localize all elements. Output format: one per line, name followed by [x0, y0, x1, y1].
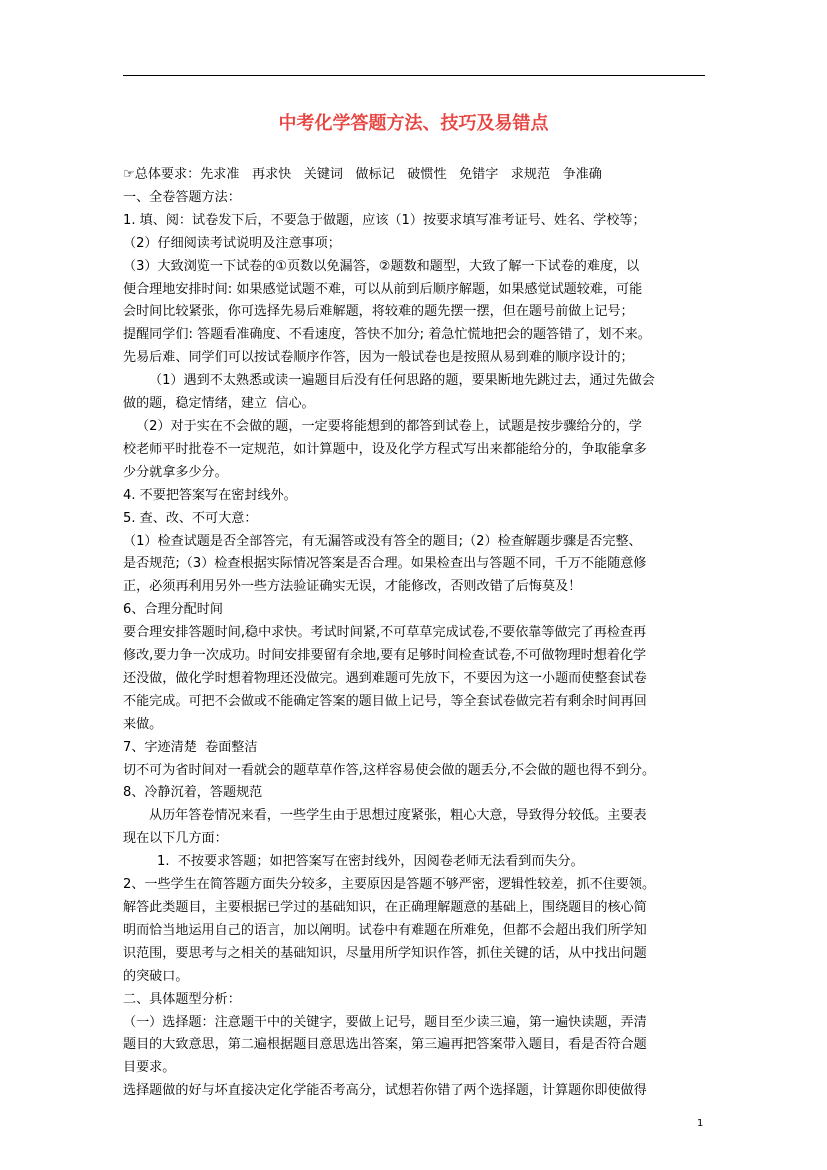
- text-line: 不能完成。可把不会做或不能确定答案的题目做上记号，等全套试卷做完若有剩余时间再回: [123, 693, 647, 709]
- text-line: 8、冷静沉着，答题规范: [123, 785, 263, 801]
- text-line: 来做。: [123, 716, 163, 732]
- text-line: 切不可为省时间对一看就会的题草草作答,这样容易使会做的题丢分,不会做的题也得不到分。: [123, 762, 656, 778]
- text-line: （2）仔细阅读考试说明及注意事项；: [123, 235, 341, 251]
- text-line: 提醒同学们: 答题看准确度、不看速度，答快不加分; 着急忙慌地把会的题答错了，划不来。: [123, 327, 651, 343]
- text-line: 6、合理分配时间: [123, 602, 223, 618]
- text-line: （2）对于实在不会做的题，一定要将能想到的都答到试卷上，试题是按步骤给分的，学: [136, 418, 642, 434]
- text-line: 一、全卷答题方法：: [123, 189, 241, 205]
- text-line: 是否规范;（3）检查根据实际情况答案是否合理。如果检查出与答题不同，千万不能随意修: [123, 556, 647, 572]
- text-line: 会时间比较紧张，你可选择先易后难解题，将较难的题先摆一摆，但在题号前做上记号；: [123, 304, 634, 320]
- text-line: 二、具体题型分析：: [123, 991, 241, 1007]
- text-line: 5. 查、改、不可大意：: [123, 510, 258, 526]
- text-line: 还没做，做化学时想着物理还没做完。遇到难题可先放下，不要因为这一小题而使整套试卷: [123, 670, 647, 686]
- text-line: 少分就拿多少分。: [123, 464, 228, 480]
- page-number: 1: [697, 1118, 704, 1129]
- text-line: 便合理地安排时间: 如果感觉试题不难，可以从前到后顺序解题，如果感觉试题较难，可能: [123, 281, 643, 297]
- text-line: 1. 不按要求答题；如把答案写在密封线外，因阅卷老师无法看到而失分。: [157, 854, 584, 870]
- document-body: [123, 164, 713, 1103]
- text-line: 校老师平时批卷不一定规范，如计算题中，设及化学方程式写出来都能给分的，争取能拿多: [123, 441, 647, 457]
- text-line: 要合理安排答题时间,稳中求快。考试时间紧,不可草草完成试卷,不要依靠等做完了再检查再: [123, 625, 647, 641]
- text-line: （1）检查试题是否全部答完，有无漏答或没有答全的题目;（2）检查解题步骤是否完整、: [123, 533, 642, 549]
- text-line: 做的题，稳定情绪，建立 信心。: [123, 396, 315, 412]
- text-line: 解答此类题目，主要根据已学过的基础知识，在正确理解题意的基础上，围绕题目的核心简: [123, 900, 647, 915]
- text-line: 修改,要力争一次成功。时间安排要留有余地,要有足够时间检查试卷,不可做物理时想着化学: [123, 648, 647, 664]
- text-line: 的突破口。: [123, 968, 189, 984]
- text-line: 先易后难、同学们可以按试卷顺序作答，因为一般试卷也是按照从易到难的顺序设计的；: [123, 350, 634, 366]
- text-line: （3）大致浏览一下试卷的①页数以免漏答，②题数和题型，大致了解一下试卷的难度，以: [123, 258, 640, 274]
- text-line: ☞总体要求：先求准 再求快 关键词 做标记 破惯性 免错字 求规范 争准确: [123, 167, 602, 182]
- header-rule: [123, 75, 705, 76]
- text-line: 题目的大致意思，第二遍根据题目意思选出答案，第三遍再把答案带入题目，看是否符合题: [123, 1037, 647, 1053]
- text-line: 明而恰当地运用自己的语言，加以阐明。试卷中有难题在所难免，但都不会超出我们所学知: [123, 922, 647, 938]
- text-line: 现在以下几方面：: [123, 831, 228, 847]
- text-line: 4. 不要把答案写在密封线外。: [123, 487, 297, 503]
- text-line: （一）选择题：注意题干中的关键字，要做上记号，题目至少读三遍，第一遍快读题，弄清: [123, 1014, 647, 1030]
- text-line: 选择题做的好与坏直接决定化学能否考高分，试想若你错了两个选择题，计算题你即使做得: [123, 1083, 647, 1099]
- text-line: 正，必须再利用另外一些方法验证确实无误，才能修改，否则改错了后悔莫及！: [123, 579, 582, 595]
- text-line: （1）遇到不太熟悉或读一遍题目后没有任何思路的题，要果断地先跳过去，通过先做会: [149, 373, 655, 389]
- text-line: 目要求。: [123, 1060, 176, 1076]
- text-line: 2、一些学生在简答题方面失分较多，主要原因是答题不够严密，逻辑性较差，抓不住要领。: [123, 877, 656, 893]
- text-line: 1. 填、阅：试卷发下后，不要急于做题，应该（1）按要求填写准考证号、姓名、学校等；: [123, 212, 646, 228]
- text-line: 识范围，要思考与之相关的基础知识，尽量用所学知识作答，抓住关键的话，从中找出问题: [123, 945, 647, 961]
- page-title: 中考化学答题方法、技巧及易错点: [278, 113, 549, 134]
- text-line: 7、字迹清楚 卷面整洁: [123, 739, 258, 755]
- text-line: 从历年答卷情况来看，一些学生由于思想过度紧张，粗心大意，导致得分较低。主要表: [149, 808, 647, 824]
